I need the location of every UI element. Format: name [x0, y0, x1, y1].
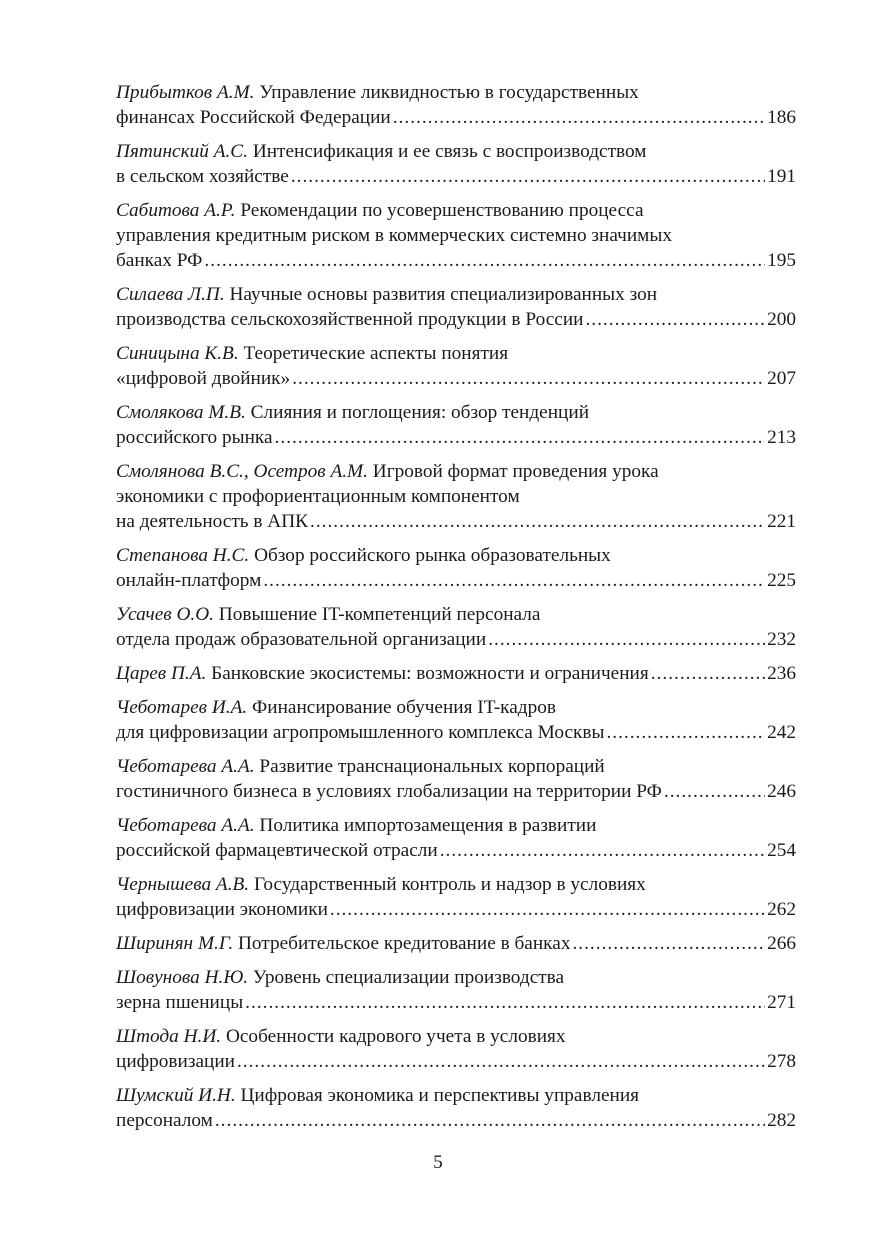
toc-entry-title-line: персоналом — [116, 1110, 213, 1131]
toc-entry — [116, 400, 796, 450]
toc-entry-title-line: экономики с профориентационным компонентом — [116, 486, 520, 507]
toc-entry-page: 195 — [767, 250, 796, 271]
toc-entry-line — [116, 813, 796, 838]
toc-entry-author: Силаева Л.П. — [116, 284, 225, 305]
toc-entry-text — [116, 343, 508, 364]
dot-leader — [330, 897, 765, 922]
toc-entry-text — [116, 756, 605, 777]
toc-entry-text — [116, 1049, 235, 1074]
toc-entry-line — [116, 872, 796, 897]
toc-entry — [116, 813, 796, 863]
toc-entry-page: 232 — [767, 629, 796, 650]
toc-entry-text — [116, 720, 604, 745]
toc-entry — [116, 965, 796, 1015]
toc-entry-author: Шовунова Н.Ю. — [116, 967, 249, 988]
toc-entry — [116, 80, 796, 130]
toc-entry-line — [116, 1083, 796, 1108]
toc-entry-text — [116, 307, 583, 332]
toc-entry-title-line: Управление ликвидностью в государственных — [259, 82, 639, 103]
toc-entry-title-line: производства сельскохозяйственной продукции в России — [116, 309, 584, 330]
dot-leader — [237, 1049, 765, 1074]
toc-entry-page: 207 — [767, 368, 796, 389]
toc-entry-line — [116, 139, 796, 164]
toc-entry — [116, 754, 796, 804]
toc-entry-title-line: Государственный контроль и надзор в условиях — [253, 874, 646, 895]
toc-entry-last-line — [116, 248, 796, 273]
toc-entry-title-line: Интенсификация и ее связь с воспроизводством — [252, 141, 647, 162]
toc-entry-text — [116, 82, 639, 103]
toc-entry-text — [116, 105, 391, 130]
toc-entry-title-line: Научные основы развития специализированных зон — [229, 284, 658, 305]
toc-entry-last-line — [116, 164, 796, 189]
toc-entry-text — [116, 225, 672, 246]
dot-leader — [651, 661, 765, 686]
toc-entry — [116, 602, 796, 652]
toc-entry-text — [116, 284, 657, 305]
toc-entry-author: Чеботарева А.А. — [116, 756, 255, 777]
dot-leader — [606, 720, 765, 745]
toc-entry-title-line: управления кредитным риском в коммерческих системно значимых — [116, 225, 672, 246]
dot-leader — [292, 366, 765, 391]
dot-leader — [572, 931, 765, 956]
toc-entry — [116, 1083, 796, 1133]
toc-entry-title-line: Финансирование обучения IT-кадров — [252, 697, 556, 718]
toc-entry-title-line: российской фармацевтической отрасли — [116, 840, 438, 861]
toc-entry-title-line: отдела продаж образовательной организации — [116, 629, 487, 650]
toc-entry-line — [116, 80, 796, 105]
toc-entry-page: 271 — [767, 992, 796, 1013]
toc-entry-title-line: Потребительское кредитование в банках — [238, 933, 571, 954]
toc-entry — [116, 872, 796, 922]
toc-entry-text — [116, 661, 649, 686]
toc-entry-text — [116, 248, 202, 273]
toc-entry-text — [116, 931, 570, 956]
toc-entry-author: Сабитова А.Р. — [116, 200, 236, 221]
table-of-contents — [116, 80, 796, 1142]
toc-entry-text — [116, 568, 261, 593]
toc-entry-text — [116, 509, 308, 534]
toc-entry-last-line — [116, 931, 796, 956]
toc-entry-line — [116, 341, 796, 366]
toc-entry-author: Смолякова М.В. — [116, 402, 246, 423]
toc-entry — [116, 341, 796, 391]
toc-entry-last-line — [116, 838, 796, 863]
toc-entry-title-line: гостиничного бизнеса в условиях глобализации на территории РФ — [116, 781, 662, 802]
toc-entry-page: 200 — [767, 309, 796, 330]
toc-entry-line — [116, 602, 796, 627]
toc-entry-text — [116, 200, 644, 221]
toc-entry-title-line: Цифровая экономика и перспективы управления — [240, 1085, 640, 1106]
dot-leader — [585, 307, 765, 332]
toc-entry-title-line: на деятельность в АПК — [116, 511, 309, 532]
toc-entry-page: 266 — [767, 933, 796, 954]
dot-leader — [291, 164, 765, 189]
toc-entry-author: Чеботарев И.А. — [116, 697, 248, 718]
toc-entry-page: 191 — [767, 166, 796, 187]
toc-entry-last-line — [116, 105, 796, 130]
toc-entry-last-line — [116, 720, 796, 745]
toc-entry-line — [116, 543, 796, 568]
toc-entry-title-line: Политика импортозамещения в развитии — [259, 815, 597, 836]
toc-entry-author: Смолянова В.С., Осетров А.М. — [116, 461, 368, 482]
dot-leader — [440, 838, 765, 863]
toc-entry-page: 186 — [767, 107, 796, 128]
toc-entry-line — [116, 754, 796, 779]
toc-entry-title-line: «цифровой двойник» — [116, 368, 291, 389]
toc-entry-author: Царев П.А. — [116, 663, 207, 684]
toc-entry-title-line: цифровизации — [116, 1051, 235, 1072]
dot-leader — [275, 425, 766, 450]
toc-entry-page: 236 — [767, 663, 796, 684]
toc-entry-text — [116, 627, 486, 652]
dot-leader — [664, 779, 765, 804]
toc-entry-last-line — [116, 779, 796, 804]
toc-entry-text — [116, 604, 540, 625]
dot-leader — [245, 990, 765, 1015]
dot-leader — [215, 1108, 765, 1133]
toc-entry — [116, 543, 796, 593]
toc-entry-title-line: Обзор российского рынка образовательных — [254, 545, 611, 566]
toc-entry-title-line: Повышение IT-компетенций персонала — [218, 604, 541, 625]
toc-entry-line — [116, 282, 796, 307]
dot-leader — [393, 105, 765, 130]
toc-entry-page: 254 — [767, 840, 796, 861]
toc-entry-line — [116, 198, 796, 223]
toc-entry-title-line: Уровень специализации производства — [252, 967, 565, 988]
toc-entry-line — [116, 223, 796, 248]
toc-entry-page: 213 — [767, 427, 796, 448]
toc-entry-text — [116, 1085, 639, 1106]
toc-entry-text — [116, 815, 596, 836]
dot-leader — [204, 248, 765, 273]
toc-entry-title-line: цифровизации экономики — [116, 899, 328, 920]
toc-entry-author: Чеботарева А.А. — [116, 815, 255, 836]
toc-entry-last-line — [116, 568, 796, 593]
toc-entry-line — [116, 400, 796, 425]
toc-entry — [116, 1024, 796, 1074]
toc-entry-title-line: онлайн-платформ — [116, 570, 262, 591]
toc-entry-page: 262 — [767, 899, 796, 920]
toc-entry-last-line — [116, 627, 796, 652]
toc-entry — [116, 695, 796, 745]
toc-entry-title-line: в сельском хозяйстве — [116, 166, 289, 187]
toc-entry-last-line — [116, 1049, 796, 1074]
toc-entry-text — [116, 1108, 213, 1133]
toc-entry-text — [116, 141, 646, 162]
toc-entry-title-line: Развитие транснациональных корпораций — [259, 756, 605, 777]
toc-entry-text — [116, 164, 289, 189]
dot-leader — [263, 568, 765, 593]
toc-entry-text — [116, 697, 556, 718]
toc-entry — [116, 198, 796, 273]
page-number: 5 — [433, 1152, 443, 1173]
toc-entry-text — [116, 486, 520, 507]
toc-entry-text — [116, 461, 659, 482]
toc-entry-author: Чернышева А.В. — [116, 874, 250, 895]
toc-entry-last-line — [116, 509, 796, 534]
toc-entry-text — [116, 838, 438, 863]
toc-entry-last-line — [116, 990, 796, 1015]
toc-entry-author: Шумский И.Н. — [116, 1085, 236, 1106]
toc-entry-page: 225 — [767, 570, 796, 591]
toc-entry-line — [116, 459, 796, 484]
toc-entry-last-line — [116, 425, 796, 450]
toc-entry-author: Ширинян М.Г. — [116, 933, 234, 954]
toc-entry-title-line: Особенности кадрового учета в условиях — [225, 1026, 566, 1047]
toc-entry-title-line: Слияния и поглощения: обзор тенденций — [250, 402, 590, 423]
toc-entry — [116, 282, 796, 332]
toc-entry-last-line — [116, 1108, 796, 1133]
toc-entry-last-line — [116, 307, 796, 332]
toc-entry-line — [116, 695, 796, 720]
toc-entry-last-line — [116, 366, 796, 391]
toc-entry-text — [116, 990, 243, 1015]
toc-entry-page: 221 — [767, 511, 796, 532]
dot-leader — [488, 627, 765, 652]
toc-entry-author: Пятинский А.С. — [116, 141, 248, 162]
toc-entry — [116, 661, 796, 686]
toc-entry-text — [116, 779, 662, 804]
toc-entry-line — [116, 965, 796, 990]
toc-entry — [116, 139, 796, 189]
toc-entry-text — [116, 967, 564, 988]
toc-entry-author: Усачев О.О. — [116, 604, 214, 625]
toc-entry-author: Прибытков А.М. — [116, 82, 255, 103]
toc-entry-text — [116, 402, 589, 423]
toc-entry-title-line: Игровой формат проведения урока — [372, 461, 659, 482]
toc-entry-title-line: Теоретические аспекты понятия — [243, 343, 509, 364]
toc-entry-last-line — [116, 661, 796, 686]
toc-entry-text — [116, 425, 273, 450]
toc-entry-title-line: Рекомендации по усовершенствованию процесса — [240, 200, 644, 221]
toc-entry — [116, 931, 796, 956]
toc-entry-text — [116, 545, 611, 566]
toc-entry-page: 278 — [767, 1051, 796, 1072]
toc-entry-author: Штода Н.И. — [116, 1026, 222, 1047]
toc-entry-page: 242 — [767, 722, 796, 743]
toc-entry — [116, 459, 796, 534]
toc-entry-last-line — [116, 897, 796, 922]
dot-leader — [310, 509, 765, 534]
toc-entry-author: Синицына К.В. — [116, 343, 239, 364]
toc-entry-title-line: банках РФ — [116, 250, 203, 271]
toc-entry-line — [116, 484, 796, 509]
toc-entry-page: 246 — [767, 781, 796, 802]
toc-entry-title-line: Банковские экосистемы: возможности и ограничения — [211, 663, 649, 684]
toc-entry-text — [116, 366, 290, 391]
toc-entry-title-line: российского рынка — [116, 427, 273, 448]
toc-entry-text — [116, 1026, 566, 1047]
toc-entry-title-line: зерна пшеницы — [116, 992, 244, 1013]
toc-entry-title-line: финансах Российской Федерации — [116, 107, 391, 128]
toc-entry-text — [116, 897, 328, 922]
toc-entry-title-line: для цифровизации агропромышленного комплекса Москвы — [116, 722, 605, 743]
toc-entry-line — [116, 1024, 796, 1049]
toc-entry-author: Степанова Н.С. — [116, 545, 250, 566]
toc-entry-page: 282 — [767, 1110, 796, 1131]
toc-entry-text — [116, 874, 646, 895]
